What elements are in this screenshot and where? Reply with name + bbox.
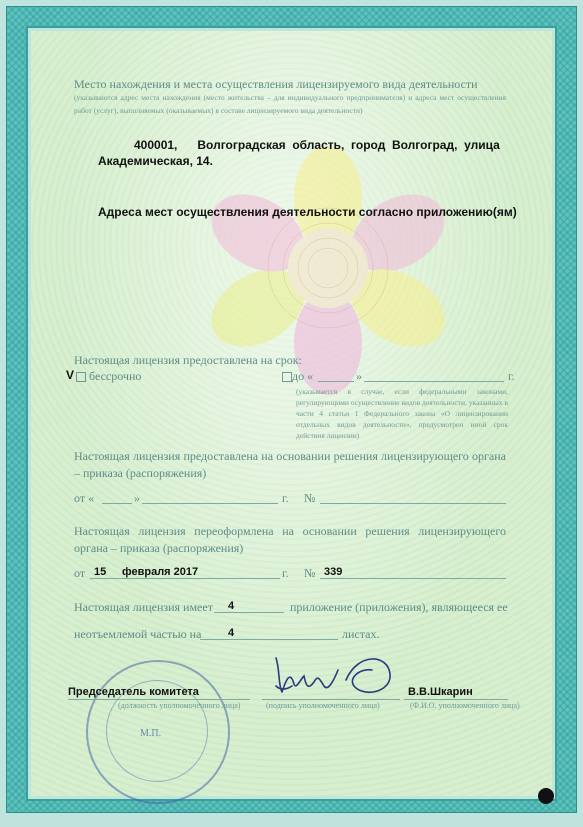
granted-text: Настоящая лицензия предоставлена на основании решения лицензирующего органа – приказа (распоряжения): [74, 449, 506, 480]
reissued-day: 15: [94, 566, 107, 578]
reissued-date-line: [90, 578, 280, 579]
granted-num-label: №: [304, 491, 316, 505]
annex-prefix: Настоящая лицензия имеет: [74, 600, 213, 614]
until-hint: (указывается в случае, если федеральными законами, регулирующими осуществление видов деятельности, указанных в части 4 статьи 1 Федерального закона «О лицензировании отдельных видов деятельности», предусмотрен иной срок действия лицензии): [296, 387, 508, 440]
granted-num-line: [320, 503, 506, 504]
unlimited-checkbox: [76, 372, 86, 382]
official-seal-icon: [86, 660, 230, 804]
unlimited-label: бессрочно: [89, 369, 142, 383]
term-label: Настоящая лицензия предоставлена на срок:: [74, 353, 302, 367]
annex-count: 4: [228, 600, 235, 612]
annex-prefix-2: неотъемлемой частью на: [74, 627, 202, 641]
unlimited-option: [76, 368, 141, 385]
granted-date-line: [142, 503, 278, 504]
location-title: Место нахождения и места осуществления лицензируемого вида деятельности: [74, 77, 478, 91]
reissued-num-line: [320, 578, 506, 579]
places-note: Адреса мест осуществления деятельности согласно приложению(ям): [98, 205, 517, 219]
stamp-mark: М.П.: [140, 728, 162, 739]
position-caption: (должность уполномоченного лица): [118, 701, 241, 710]
address-line-2: Академическая, 14.: [98, 154, 213, 168]
until-mid: »: [356, 369, 362, 383]
annex-sheets: 4: [228, 627, 235, 639]
granted-year-suffix: г.: [282, 491, 289, 505]
reissued-year-suffix: г.: [282, 566, 289, 580]
reissued-number: 339: [324, 566, 343, 578]
granted-day-line: [102, 503, 132, 504]
signer-name: В.В.Шкарин: [408, 686, 473, 698]
annex-suffix-2: листах.: [342, 627, 380, 641]
signature-line: [262, 699, 400, 700]
unlimited-check-mark: V: [66, 368, 75, 382]
address-line-1: 400001, Волгоградская область, город Волгоград, улица: [134, 138, 500, 152]
until-prefix: до «: [292, 369, 314, 383]
reissued-month-year: февраля 2017: [122, 566, 199, 578]
until-year-suffix: г.: [508, 369, 515, 383]
granted-from-prefix: от «: [74, 491, 95, 505]
punch-hole: [538, 788, 554, 804]
location-hint: (указываются адрес места нахождения (место жительства – для индивидуального предпринимателя) и адреса мест осуществления работ (услуг), выполняемых (оказываемых) в составе лицензируемого вида деятельности): [74, 93, 506, 115]
signer-position: Председатель комитета: [68, 686, 199, 698]
until-checkbox: [282, 372, 292, 382]
reissued-text: Настоящая лицензия переоформлена на основании решения лицензирующего органа – приказа (распоряжения): [74, 524, 506, 555]
reissued-from-prefix: от: [74, 566, 86, 580]
handwritten-signature-icon: [268, 640, 408, 702]
name-caption: (Ф.И.О. уполномоченного лица): [410, 701, 520, 710]
until-date-line: [364, 381, 504, 382]
reissued-num-label: №: [304, 566, 316, 580]
signature-caption: (подпись уполномоченного лица): [266, 701, 380, 710]
name-line: [404, 699, 508, 700]
granted-from-mid: »: [134, 491, 140, 505]
annex-suffix: приложение (приложения), являющееся ее: [290, 600, 508, 614]
until-day-line: [318, 381, 354, 382]
position-line: [68, 699, 250, 700]
annex-count-line: [214, 612, 284, 613]
until-option: [282, 368, 313, 385]
